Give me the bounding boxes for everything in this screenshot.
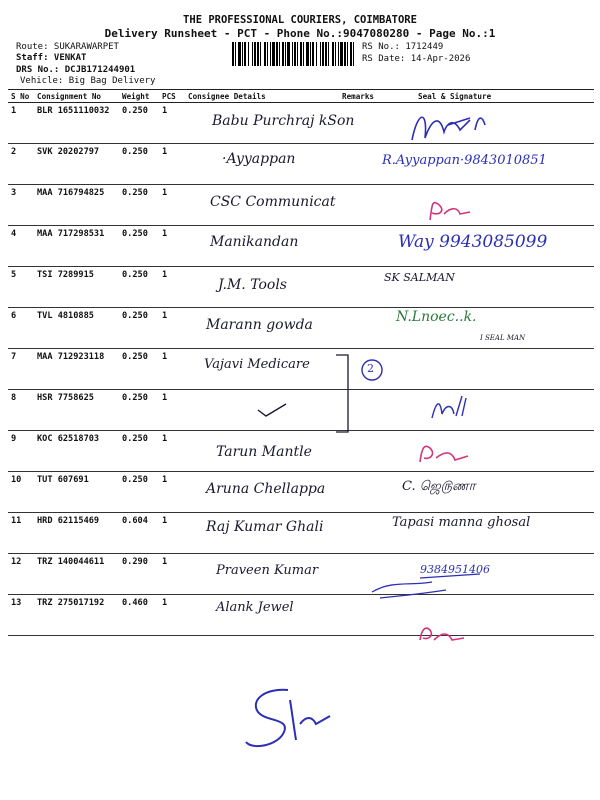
cell-consignment: TRZ 140044611 (34, 554, 119, 595)
company-name: THE PROFESSIONAL COURIERS, COIMBATORE (183, 14, 417, 26)
circle-annotation (362, 360, 382, 380)
handwritten-consignee: CSC Communicat (210, 193, 336, 210)
col-pcs: PCS (159, 90, 185, 103)
handwritten-consignee: Raj Kumar Ghali (206, 519, 324, 535)
cell-sno: 10 (8, 472, 34, 513)
cell-consignment: HRD 62115469 (34, 513, 119, 554)
handwritten-signature: N.Lnoec..k. (396, 309, 477, 325)
handwritten-signature: SK SALMAN (384, 270, 455, 284)
cell-weight: 0.250 (119, 226, 159, 267)
cell-pcs: 1 (159, 185, 185, 226)
handwritten-signature: Way 9943085099 (398, 232, 548, 253)
bottom-signature (246, 690, 330, 746)
cell-weight: 0.250 (119, 185, 159, 226)
cell-sno: 6 (8, 308, 34, 349)
pink-mark-13 (420, 628, 464, 640)
cell-consignment: TUT 607691 (34, 472, 119, 513)
col-consignment: Consignment No (34, 90, 119, 103)
cell-consignment: MAA 717298531 (34, 226, 119, 267)
rs-date: RS Date: 14-Apr-2026 (362, 54, 471, 64)
cell-pcs: 1 (159, 144, 185, 185)
signature-scribble-1 (412, 117, 485, 140)
cell-weight: 0.250 (119, 267, 159, 308)
signature-scribble-8 (432, 396, 466, 418)
signature-scribble-12 (372, 574, 480, 598)
cell-sno: 3 (8, 185, 34, 226)
handwritten-signature: Tapasi manna ghosal (392, 515, 531, 530)
cell-pcs: 1 (159, 226, 185, 267)
handwritten-consignee: Manikandan (210, 234, 299, 251)
cell-sno: 7 (8, 349, 34, 390)
cell-sno: 1 (8, 103, 34, 144)
handwritten-signature: 9384951406 (420, 563, 490, 577)
cell-consignment: KOC 62518703 (34, 431, 119, 472)
cell-sno: 9 (8, 431, 34, 472)
cell-consignment: SVK 20202797 (34, 144, 119, 185)
handwritten-signature: C. ஜெ௫ணா (402, 478, 476, 494)
col-remarks: Remarks (339, 90, 394, 103)
route-label: Route: SUKARAWARPET (16, 42, 119, 52)
cell-pcs: 1 (159, 390, 185, 431)
cell-pcs: 1 (159, 308, 185, 349)
vehicle-label: Vehicle: Big Bag Delivery (20, 76, 156, 86)
bracket-7-8 (336, 355, 348, 432)
cell-consignment: HSR 7758625 (34, 390, 119, 431)
handwritten-consignee: Marann gowda (206, 317, 313, 333)
handwritten-consignee: Tarun Mantle (216, 444, 312, 461)
col-weight: Weight (119, 90, 159, 103)
cell-consignment: MAA 712923118 (34, 349, 119, 390)
cell-weight: 0.250 (119, 103, 159, 144)
cell-weight: 0.290 (119, 554, 159, 595)
cell-pcs: 1 (159, 103, 185, 144)
cell-weight: 0.250 (119, 390, 159, 431)
handwritten-consignee: Vajavi Medicare (204, 357, 310, 373)
cell-sno: 4 (8, 226, 34, 267)
circled-number: 2 (367, 362, 374, 375)
col-signature: Seal & Signature (394, 90, 594, 103)
cell-sno: 11 (8, 513, 34, 554)
cell-pcs: 1 (159, 513, 185, 554)
handwritten-consignee: Babu Purchraj kSon (212, 113, 355, 129)
cell-sno: 5 (8, 267, 34, 308)
cell-pcs: 1 (159, 349, 185, 390)
handwritten-consignee: Praveen Kumar (216, 563, 319, 579)
cell-weight: 0.250 (119, 431, 159, 472)
cell-consignment: BLR 1651110032 (34, 103, 119, 144)
cell-sno: 12 (8, 554, 34, 595)
cell-pcs: 1 (159, 595, 185, 636)
handwritten-consignee: J.M. Tools (218, 276, 287, 293)
cell-weight: 0.250 (119, 349, 159, 390)
pink-mark-9 (420, 446, 468, 462)
cell-pcs: 1 (159, 431, 185, 472)
cell-sno: 8 (8, 390, 34, 431)
cell-consignment: TVL 4810885 (34, 308, 119, 349)
runsheet-title: Delivery Runsheet - PCT - Phone No.:9047080280 - Page No.:1 (104, 27, 496, 40)
handwritten-signature: R.Ayyappan·9843010851 (382, 153, 547, 169)
col-consignee: Consignee Details (185, 90, 339, 103)
cell-weight: 0.250 (119, 144, 159, 185)
cell-weight: 0.604 (119, 513, 159, 554)
cell-weight: 0.460 (119, 595, 159, 636)
pink-mark-3 (430, 203, 470, 220)
col-sno: S No (8, 90, 34, 103)
drs-number: DRS No.: DCJB171244901 (16, 65, 136, 75)
cell-pcs: 1 (159, 267, 185, 308)
staff-label: Staff: VENKAT (16, 53, 87, 63)
checkmark-8 (258, 404, 286, 416)
cell-weight: 0.250 (119, 308, 159, 349)
row6-note: I SEAL MAN (480, 334, 526, 342)
handwritten-consignee: ·Ayyappan (222, 151, 296, 168)
cell-sno: 2 (8, 144, 34, 185)
rs-number: RS No.: 1712449 (362, 42, 444, 52)
handwritten-consignee: Alank Jewel (216, 599, 294, 615)
cell-pcs: 1 (159, 554, 185, 595)
cell-weight: 0.250 (119, 472, 159, 513)
cell-consignment: MAA 716794825 (34, 185, 119, 226)
cell-pcs: 1 (159, 472, 185, 513)
cell-consignment: TSI 7289915 (34, 267, 119, 308)
handwritten-consignee: Aruna Chellappa (206, 480, 326, 497)
cell-consignment: TRZ 275017192 (34, 595, 119, 636)
cell-sno: 13 (8, 595, 34, 636)
